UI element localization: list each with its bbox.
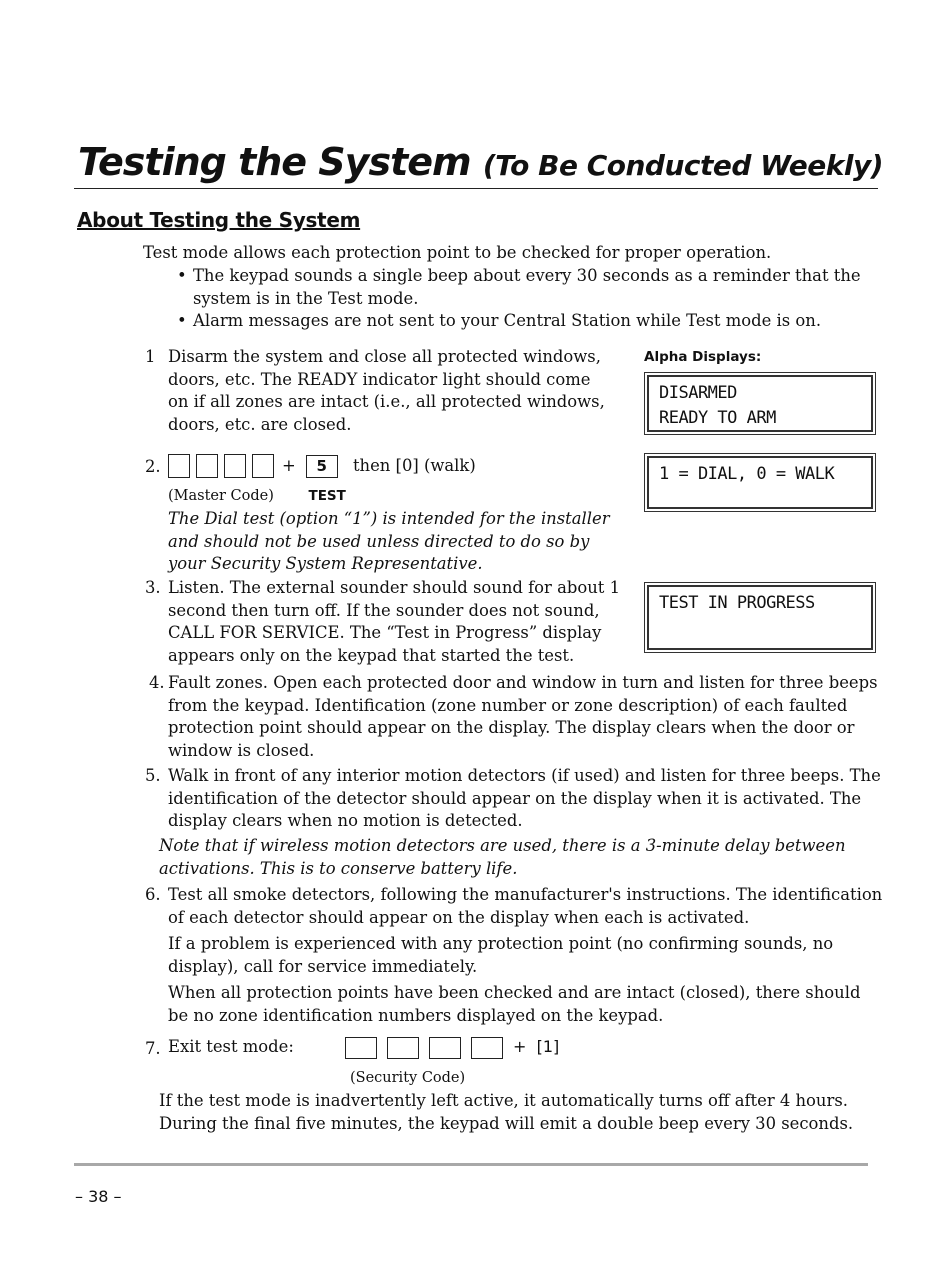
plus-sign: + bbox=[282, 455, 296, 475]
page-title bbox=[78, 140, 883, 184]
step-6 bbox=[145, 884, 885, 1027]
test-key-label: TEST bbox=[308, 488, 346, 504]
exit-key-sequence: + [1] bbox=[513, 1037, 560, 1056]
step-text: Walk in front of any interior motion detectors (if used) and listen for three beeps. The identification of the detector should appear on the display when it is activated. The display clears when no motion is detected. bbox=[168, 766, 881, 830]
security-code-label: (Security Code) bbox=[350, 1070, 466, 1086]
lcd-display-test-in-progress bbox=[647, 585, 873, 650]
title-rule bbox=[74, 188, 878, 189]
step-number: 4. bbox=[149, 673, 165, 692]
master-code-label: (Master Code) bbox=[168, 488, 274, 504]
step-number: 6. bbox=[145, 885, 161, 904]
step-5 bbox=[145, 765, 885, 833]
code-digit-box bbox=[387, 1037, 419, 1059]
step-text: Disarm the system and close all protected windows, doors, etc. The READY indicator light should come on if all zones are intact (i.e., all protected windows, doors, etc. are closed. bbox=[168, 347, 605, 434]
code-digit-box bbox=[252, 454, 274, 478]
bullet-item: • Alarm messages are not sent to your Central Station while Test mode is on. bbox=[177, 310, 887, 333]
lcd-line: READY TO ARM bbox=[659, 408, 776, 428]
step-number: 5. bbox=[145, 766, 161, 785]
closing-text: If the test mode is inadvertently left active, it automatically turns off after 4 hours. During the final five minutes, the keypad will emit a double beep every 30 seconds. bbox=[159, 1091, 854, 1133]
page-title-main: Testing the System bbox=[78, 140, 471, 184]
exit-test-label: Exit test mode: bbox=[168, 1037, 294, 1056]
bullet-item: • The keypad sounds a single beep about every 30 seconds as a reminder that the system is in the Test mode. bbox=[177, 265, 887, 310]
test-key: 5 bbox=[306, 455, 338, 478]
step-text: Test all smoke detectors, following the manufacturer's instructions. The identification of each detector should appear on the display when each is activated. bbox=[168, 885, 883, 927]
then-text: then [0] (walk) bbox=[352, 455, 476, 475]
exit-test-row bbox=[168, 1036, 885, 1062]
step-text: When all protection points have been checked and are intact (closed), there should be no zone identification numbers displayed on the keypad. bbox=[168, 983, 861, 1025]
code-digit-box bbox=[224, 454, 246, 478]
bullet-list bbox=[177, 265, 887, 333]
key-labels bbox=[168, 484, 625, 508]
footer-rule bbox=[74, 1163, 868, 1166]
alpha-displays-label: Alpha Displays: bbox=[644, 349, 762, 365]
step-text: Listen. The external sounder should sound for about 1 second then turn off. If the sounder does not sound, CALL FOR SERVICE. The “Test in Progress” display appears only on the keypad that started the test. bbox=[168, 578, 620, 665]
step-1 bbox=[145, 346, 615, 436]
motion-note: Note that if wireless motion detectors are used, there is a 3-minute delay between activations. This is to conserve battery life. bbox=[159, 836, 846, 878]
step-number: 7. bbox=[145, 1039, 161, 1058]
step-number: 1 bbox=[145, 347, 156, 366]
step-4 bbox=[145, 672, 885, 762]
step-number: 3. bbox=[145, 578, 161, 597]
lcd-display-disarmed bbox=[647, 375, 873, 432]
master-code-entry bbox=[168, 454, 625, 480]
code-digit-box bbox=[429, 1037, 461, 1059]
section-heading: About Testing the System bbox=[77, 208, 361, 232]
step-3 bbox=[145, 577, 633, 667]
lcd-line: DISARMED bbox=[659, 383, 737, 403]
step-7 bbox=[145, 1036, 885, 1090]
step-number: 2. bbox=[145, 457, 161, 476]
step-text: Fault zones. Open each protected door and window in turn and listen for three beeps from the keypad. Identification (zone number or zone description) of each faulted protection point should appear on the display. The display clears when the door or window is closed. bbox=[168, 673, 878, 760]
code-digit-box bbox=[168, 454, 190, 478]
dial-test-note: The Dial test (option “1”) is intended for the installer and should not be used unless directed to do so by your Security System Representative. bbox=[168, 509, 610, 573]
lcd-line: 1 = DIAL, 0 = WALK bbox=[659, 464, 835, 484]
code-digit-box bbox=[196, 454, 218, 478]
page-number: – 38 – bbox=[75, 1187, 122, 1206]
step-text: If a problem is experienced with any protection point (no confirming sounds, no display), call for service immediately. bbox=[168, 934, 834, 976]
lcd-line: TEST IN PROGRESS bbox=[659, 593, 815, 613]
intro-text: Test mode allows each protection point to be checked for proper operation. bbox=[143, 243, 772, 262]
code-digit-box bbox=[471, 1037, 503, 1059]
lcd-display-dial-walk bbox=[647, 456, 873, 509]
step-2 bbox=[145, 454, 625, 576]
page-title-sub: (To Be Conducted Weekly) bbox=[482, 149, 883, 182]
code-digit-box bbox=[345, 1037, 377, 1059]
